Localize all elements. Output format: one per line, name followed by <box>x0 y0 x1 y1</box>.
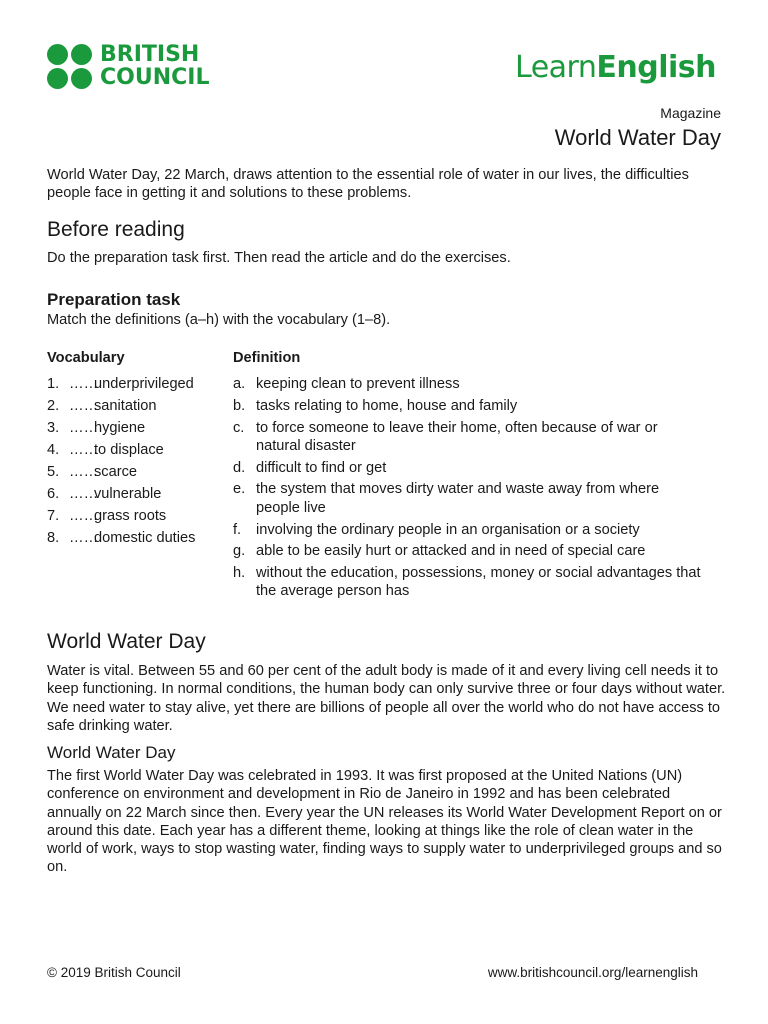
list-item: 8. ……domestic duties <box>47 530 196 546</box>
list-item: f. involving the ordinary people in an organisation or a society <box>233 521 640 538</box>
list-item: 1. ……underprivileged <box>47 376 194 392</box>
article-heading: World Water Day <box>47 630 206 653</box>
section-label: Magazine <box>660 105 721 121</box>
list-item: b. tasks relating to home, house and family <box>233 397 518 414</box>
before-reading-heading: Before reading <box>47 218 185 241</box>
before-reading-text: Do the preparation task first. Then read the article and do the exercises. <box>47 250 511 266</box>
british-council-wordmark: BRITISH COUNCIL <box>100 42 210 90</box>
learnenglish-logo: LearnEnglish <box>515 50 716 85</box>
british-council-dots-icon <box>47 44 93 90</box>
footer-url[interactable]: www.britishcouncil.org/learnenglish <box>487 965 698 980</box>
list-item: h. without the education, possessions, money or social advantages that the average person has <box>233 565 701 600</box>
list-item: 6. ……vulnerable <box>47 486 162 502</box>
preparation-heading: Preparation task <box>47 290 181 309</box>
list-item: 7. ……grass roots <box>47 508 167 524</box>
list-item: 3. ……hygiene <box>47 420 146 436</box>
article-paragraph: The first World Water Day was celebrated in 1993. It was first proposed at the United Nations (UN) conference on environment and development in Rio de Janeiro in 1992 and has been celebrated annually on 22 March since then. Every year the UN releases its World Water Development Report on or around this date. Each year has a different theme, looking at things like the role of clean water in the world of work, ways to stop wasting water, finding ways to supply water to underprivileged groups and so on. <box>47 768 722 876</box>
list-item: 5. ……scarce <box>47 464 137 480</box>
list-item: 4. ……to displace <box>47 442 164 458</box>
definition-list <box>233 375 703 604</box>
list-item: e. the system that moves dirty water and waste away from where people live <box>233 481 660 516</box>
article-paragraph: Water is vital. Between 55 and 60 per cent of the adult body is made of it and every living cell needs it to keep functioning. In normal conditions, the human body can only survive three or four days without water. We need water to stay alive, yet there are billions of people all over the world who do not have access to safe drinking water. <box>47 663 726 734</box>
british-council-logo <box>47 44 217 90</box>
list-item: a. keeping clean to prevent illness <box>233 376 460 392</box>
list-item: 2. ……sanitation <box>47 398 157 414</box>
definition-header: Definition <box>233 350 301 366</box>
intro-paragraph: World Water Day, 22 March, draws attention to the essential role of water in our lives, the difficulties people face in getting it and solutions to these problems. <box>47 167 689 202</box>
vocabulary-list <box>47 375 227 551</box>
vocabulary-header: Vocabulary <box>47 350 125 366</box>
list-item: c. to force someone to leave their home, often because of war or natural disaster <box>233 419 658 454</box>
article-subheading: World Water Day <box>47 743 176 762</box>
list-item: g. able to be easily hurt or attacked and in need of special care <box>233 543 646 560</box>
page-title: World Water Day <box>554 125 721 150</box>
footer-copyright: © 2019 British Council <box>47 965 181 980</box>
preparation-instruction: Match the definitions (a–h) with the vocabulary (1–8). <box>47 312 391 328</box>
list-item: d. difficult to find or get <box>233 459 387 476</box>
